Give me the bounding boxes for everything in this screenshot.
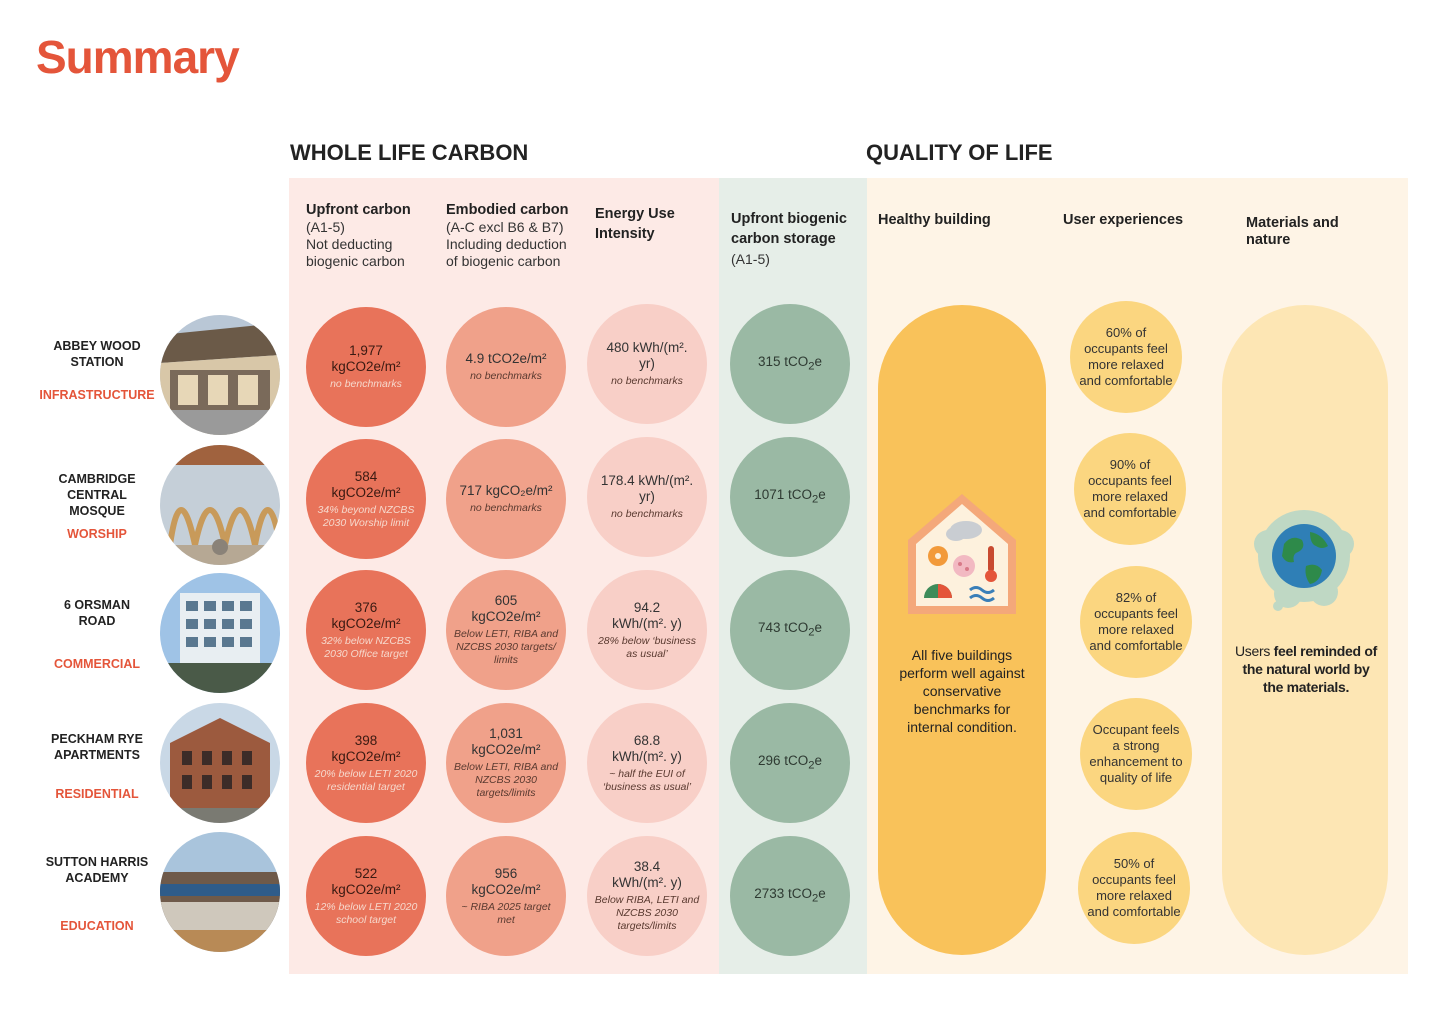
header-embodied-title: Embodied carbon	[446, 202, 569, 218]
embodied-note: no benchmarks	[470, 370, 542, 382]
embodied-carbon-circle	[446, 570, 566, 690]
row-label-cambridge-mosque	[35, 471, 159, 519]
embodied-carbon-circle	[446, 836, 566, 956]
biogenic-value: 743 tCO	[757, 619, 809, 635]
embodied-value-line2: kgCO2e/m²	[471, 609, 541, 624]
biogenic-storage-circle	[730, 703, 850, 823]
biogenic-value: 1071 tCO	[754, 486, 812, 502]
biogenic-unit-end: e	[818, 885, 826, 901]
row-name-line1: ABBEY WOOD	[53, 339, 141, 353]
upfront-value-line2: kgCO2e/m²	[331, 615, 401, 631]
embodied-value-line1: 956	[494, 865, 518, 881]
header-biogenic-title1: Upfront biogenic	[731, 211, 847, 227]
row-category: COMMERCIAL	[53, 657, 141, 671]
section-heading-quality-of-life: QUALITY OF LIFE	[866, 140, 1053, 165]
header-materials-title2: nature	[1246, 232, 1291, 248]
header-embodied-carbon	[446, 202, 586, 270]
embodied-value-line1: 717 kgCO₂e/m²	[459, 483, 553, 498]
header-biogenic-storage	[731, 209, 861, 269]
upfront-value-line2: kgCO2e/m²	[331, 881, 401, 897]
header-energy-use-intensity	[595, 204, 715, 244]
user-experience-circle: Occupant feels a strong enhancement to quality of life	[1080, 698, 1192, 810]
eui-value-line1: 38.4	[633, 859, 661, 874]
row-category: EDUCATION	[60, 919, 134, 933]
upfront-value-line1: 376	[354, 599, 378, 615]
eui-circle	[587, 304, 707, 424]
row-name-line1: 6 ORSMAN	[64, 598, 130, 612]
row-name-line2: ACADEMY	[65, 871, 129, 885]
user-experience-circle: 90% of occupants feel more relaxed and comfortable	[1074, 433, 1186, 545]
embodied-note: Below LETI, RIBA and NZCBS 2030 targets/ limits	[453, 628, 559, 666]
header-healthy-building	[878, 212, 1028, 229]
row-category: WORSHIP	[67, 527, 127, 541]
upfront-value-line1: 1,977	[349, 343, 383, 358]
biogenic-unit-end: e	[814, 619, 823, 635]
upfront-note: 20% below LETI 2020 residential target	[314, 767, 418, 793]
upfront-carbon-circle	[306, 570, 426, 690]
row-name-line1: CAMBRIDGE	[58, 472, 136, 486]
biogenic-subscript: 2	[808, 626, 815, 639]
embodied-carbon-circle	[446, 439, 566, 559]
header-embodied-desc2: of biogenic carbon	[446, 253, 561, 269]
page-title: Summary	[36, 31, 239, 83]
upfront-note: 34% beyond NZCBS 2030 Worship limit	[317, 503, 415, 529]
user-experience-circle: 60% of occupants feel more relaxed and comfortable	[1070, 301, 1182, 413]
header-eui-title1: Energy Use	[595, 206, 675, 222]
upfront-value-line1: 584	[354, 468, 378, 484]
biogenic-storage-circle	[730, 304, 850, 424]
eui-value-line2: yr)	[639, 489, 655, 504]
biogenic-storage-circle	[730, 570, 850, 690]
user-experience-circle: 82% of occupants feel more relaxed and comfortable	[1080, 566, 1192, 678]
row-label-peckham-rye	[35, 731, 159, 763]
row-name-line2: APARTMENTS	[54, 748, 140, 762]
healthy-building-text: All five buildings perform well against conservative benchmarks for internal condition.	[899, 647, 1025, 735]
header-user-experiences	[1063, 212, 1213, 229]
biogenic-value: 315 tCO	[757, 353, 809, 369]
embodied-note: Below LETI, RIBA and NZCBS 2030 targets/limits	[453, 761, 559, 799]
biogenic-storage-circle	[730, 437, 850, 557]
row-name-line2: STATION	[70, 355, 124, 369]
upfront-value-line1: 522	[354, 865, 378, 881]
biogenic-unit-end: e	[818, 486, 826, 502]
eui-value-line2: kWh/(m². y)	[612, 875, 682, 890]
upfront-carbon-circle	[306, 836, 426, 956]
embodied-value-line1: 4.9 tCO2e/m²	[465, 351, 547, 366]
row-name-line2: CENTRAL	[67, 488, 127, 502]
biogenic-unit-end: e	[814, 353, 823, 369]
eui-value-line1: 178.4 kWh/(m².	[600, 473, 694, 488]
embodied-value-line1: 1,031	[489, 726, 523, 741]
embodied-carbon-circle	[446, 307, 566, 427]
upfront-note: 32% below NZCBS 2030 Office target	[321, 634, 411, 660]
header-upfront-sub: (A1-5)	[306, 219, 345, 235]
eui-note: ~ half the EUI of ‘business as usual’	[602, 767, 692, 793]
header-embodied-sub: (A-C excl B6 & B7)	[446, 219, 564, 235]
embodied-value-line2: kgCO2e/m²	[471, 881, 541, 897]
biogenic-value: 2733 tCO	[754, 885, 812, 901]
materials-nature-pill	[1222, 305, 1388, 955]
eui-note: no benchmarks	[611, 375, 683, 387]
row-label-orsman-road	[35, 597, 159, 629]
materials-nature-text	[1232, 642, 1380, 696]
header-biogenic-title2: carbon storage	[731, 231, 836, 247]
header-upfront-carbon	[306, 202, 446, 270]
upfront-note: no benchmarks	[330, 378, 402, 390]
eui-circle	[587, 703, 707, 823]
header-biogenic-sub: (A1-5)	[731, 251, 770, 267]
biogenic-subscript: 2	[812, 493, 819, 506]
row-name-line3: MOSQUE	[69, 504, 125, 518]
row-name-line2: ROAD	[78, 614, 116, 628]
row-name-line1: PECKHAM RYE	[51, 732, 143, 746]
photo-cambridge-mosque	[160, 445, 280, 565]
header-materials-nature	[1246, 215, 1396, 249]
upfront-value-line2: kgCO2e/m²	[331, 359, 401, 374]
biogenic-unit-end: e	[814, 752, 823, 768]
photo-abbey-wood-station	[160, 315, 280, 435]
row-label-abbey-wood	[35, 338, 159, 370]
header-upfront-desc2: biogenic carbon	[306, 253, 405, 269]
biogenic-storage-circle	[730, 836, 850, 956]
upfront-value-line2: kgCO2e/m²	[331, 484, 401, 500]
photo-orsman-road	[160, 573, 280, 693]
row-label-sutton-harris	[35, 854, 159, 886]
eui-value-line1: 480 kWh/(m².	[606, 340, 688, 355]
biogenic-subscript: 2	[808, 759, 815, 772]
embodied-value-line1: 605	[494, 593, 518, 608]
eui-note: 28% below ‘business as usual’	[597, 634, 697, 660]
materials-text-bold: feel reminded of the natural world by the materials.	[1242, 643, 1377, 695]
user-experience-circle: 50% of occupants feel more relaxed and comfortable	[1078, 832, 1190, 944]
house-wellbeing-icon	[904, 490, 1020, 623]
upfront-value-line1: 398	[354, 732, 378, 748]
eui-note: no benchmarks	[611, 508, 683, 520]
embodied-carbon-circle	[446, 703, 566, 823]
section-heading-whole-life-carbon: WHOLE LIFE CARBON	[290, 140, 529, 165]
header-upfront-title: Upfront carbon	[306, 202, 411, 218]
eui-value-line1: 94.2	[633, 599, 661, 615]
row-name-line1: SUTTON HARRIS	[45, 855, 149, 869]
upfront-value-line2: kgCO2e/m²	[331, 748, 401, 764]
header-embodied-desc1: Including deduction	[446, 236, 567, 252]
eui-value-line2: kWh/(m². y)	[612, 615, 682, 631]
embodied-note: ~ RIBA 2025 target met	[461, 900, 551, 926]
header-eui-title2: Intensity	[595, 226, 655, 242]
row-category: INFRASTRUCTURE	[39, 388, 155, 402]
upfront-carbon-circle	[306, 439, 426, 559]
embodied-note: no benchmarks	[470, 502, 542, 514]
eui-value-line2: kWh/(m². y)	[612, 748, 682, 764]
eui-circle	[587, 437, 707, 557]
photo-peckham-rye-apartments	[160, 703, 280, 823]
embodied-value-line2: kgCO2e/m²	[471, 742, 541, 757]
photo-sutton-harris-academy	[160, 832, 280, 952]
upfront-note: 12% below LETI 2020 school target	[314, 900, 418, 926]
eui-value-line2: yr)	[639, 356, 655, 371]
biogenic-value: 296 tCO	[757, 752, 809, 768]
materials-text-plain: Users	[1235, 643, 1274, 659]
eui-circle	[587, 570, 707, 690]
eui-value-line1: 68.8	[633, 732, 661, 748]
header-materials-title1: Materials and	[1246, 215, 1339, 231]
upfront-carbon-circle	[306, 307, 426, 427]
healthy-building-pill	[878, 305, 1046, 955]
upfront-carbon-circle	[306, 703, 426, 823]
biogenic-subscript: 2	[808, 360, 815, 373]
row-category: RESIDENTIAL	[55, 787, 139, 801]
header-user-title: User experiences	[1063, 212, 1184, 228]
header-healthy-title: Healthy building	[878, 212, 991, 228]
header-upfront-desc1: Not deducting	[306, 236, 393, 252]
earth-thought-bubble-icon	[1248, 504, 1364, 621]
eui-circle	[587, 836, 707, 956]
eui-note: Below RIBA, LETI and NZCBS 2030 targets/limits	[594, 894, 700, 932]
biogenic-subscript: 2	[812, 892, 819, 905]
